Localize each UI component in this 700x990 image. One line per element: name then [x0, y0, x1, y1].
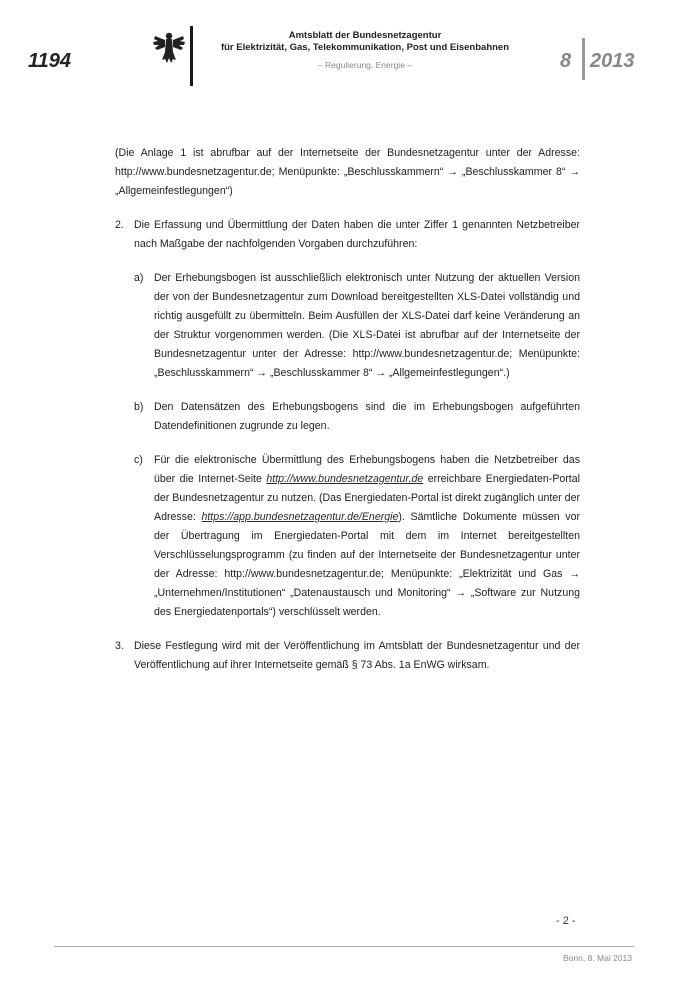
energiedaten-portal-link[interactable]: https://app.bundesnetzagentur.de/Energie	[201, 511, 399, 523]
item-2b-text: Den Datensätzen des Erhebungsbogens sind die im Erhebungsbogen aufgeführten Datendefinitionen zugrunde zu legen.	[154, 401, 580, 432]
item-2c-text-part1: Für die elektronische Übermittlung des Erhebungsbogens haben die Netzbetreiber das über die Internet-Seite	[154, 454, 580, 485]
issue-year: 2013	[590, 50, 635, 72]
footer-date: Bonn, 8. Mai 2013	[563, 953, 632, 963]
footer-divider	[54, 946, 634, 947]
item-2	[115, 216, 580, 622]
item-2b-marker: b)	[134, 401, 144, 413]
federal-eagle-icon	[152, 30, 186, 66]
page-number: 1194	[28, 50, 72, 72]
document-body	[115, 144, 580, 675]
item-2-marker: 2.	[115, 219, 124, 231]
masthead-title-line1: Amtsblatt der Bundesnetzagentur	[288, 30, 442, 41]
item-2c	[134, 451, 580, 622]
item-2a-marker: a)	[134, 272, 144, 284]
item-2b	[134, 398, 580, 436]
item-2c-text-part3: ). Sämtliche Dokumente müssen vor der Übertragung im Energiedaten-Portal mit dem im Internet bereitgestellten Verschlüsselungsprogramm (zu finden auf der Internetseite der Bundesnetzagentur unter der Adresse: http://www.bundesnetzagentur.de; Menüpunkte: „Elektrizität und Gas → „Unternehmen/Institutionen“ „Datenaustausch und Monitoring“ → „Software zur Nutzung des Energiedatenportals“) verschlüsselt werden.	[154, 511, 580, 618]
header-divider-right	[582, 38, 585, 80]
item-2c-text-part2: erreichbare Energiedaten-Portal der Bundesnetzagentur zu nutzen. (Das Energiedaten-Portal ist direkt zugänglich unter der Adresse:	[154, 473, 580, 523]
item-2a-text: Der Erhebungsbogen ist ausschließlich elektronisch unter Nutzung der aktuellen Version der von der Bundesnetzagentur zum Download bereitgestellten XLS-Datei vollständig und richtig ausgefüllt zu übermitteln. Beim Ausfüllen der XLS-Datei darf keine Veränderung an der Struktur vorgenommen werden. (Die XLS-Datei ist abrufbar auf der Internetseite der Bundesnetzagentur unter der Adresse: http://www.bundesnetzagentur.de; Menüpunkte: „Beschlusskammern“ → „Beschlusskammer 8“ → „Allgemeinfestlegungen“.)	[154, 272, 580, 379]
masthead-title-line2: für Elektrizität, Gas, Telekommunikation, Post und Eisenbahnen	[220, 42, 510, 53]
item-2a	[134, 269, 580, 383]
item-3-text: Diese Festlegung wird mit der Veröffentlichung im Amtsblatt der Bundesnetzagentur und der Veröffentlichung auf ihrer Internetseite gemäß § 73 Abs. 1a EnWG wirksam.	[134, 640, 580, 671]
masthead-subtitle: – Regulierung, Energie –	[317, 60, 413, 70]
header-divider-left	[190, 26, 193, 86]
item-3	[115, 637, 580, 675]
bundesnetzagentur-link[interactable]: http://www.bundesnetzagentur.de	[266, 473, 424, 485]
masthead	[200, 30, 530, 70]
issue-number: 8	[560, 50, 572, 72]
item-2c-marker: c)	[134, 454, 143, 466]
page-indicator: - 2 -	[556, 915, 576, 927]
item-2-text: Die Erfassung und Übermittlung der Daten haben die unter Ziffer 1 genannten Netzbetreiber nach Maßgabe der nachfolgenden Vorgaben durchzuführen:	[134, 219, 580, 250]
intro-paragraph: (Die Anlage 1 ist abrufbar auf der Internetseite der Bundesnetzagentur unter der Adresse: http://www.bundesnetzagentur.de; Menüpunkte: „Beschlusskammern“ → „Beschlusskammer 8“ → „Allgemeinfestlegungen“)	[115, 147, 580, 197]
item-3-marker: 3.	[115, 640, 124, 652]
